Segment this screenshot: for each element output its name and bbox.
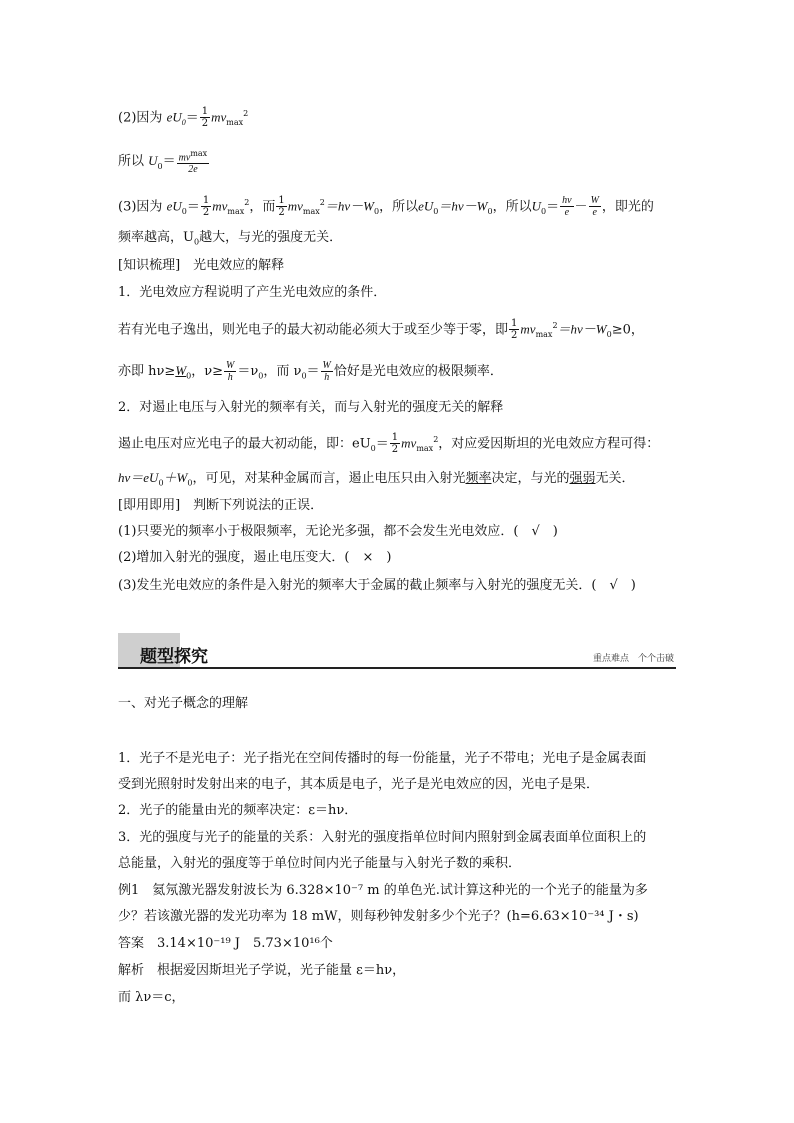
line-p3-2: 频率越高，$U_0$越大，与光的强度无关． <box>118 230 343 247</box>
section-header <box>118 633 676 667</box>
practice-1: (1)只要光的频率小于极限频率，无论光多强，都不会发生光电效应．( √ ) <box>118 524 558 539</box>
knowledge-title: [知识梳理] 光电效应的解释 <box>118 258 285 273</box>
section-title: 题型探究 <box>140 647 208 667</box>
practice-2: (2)增加入射光的强度，遏止电压变大．( × ) <box>118 550 392 565</box>
knowledge-2: 2．对遏止电压与入射光的频率有关，而与入射光的强度无关的解释 <box>118 400 504 415</box>
heading-1: 一、对光子概念的理解 <box>118 696 249 711</box>
solution-1: 解析 根据爱因斯坦光子学说，光子能量 ε＝hν， <box>118 963 406 978</box>
concept-1a: 1．光子不是光电子：光子指光在空间传播时的每一份能量，光子不带电；光电子是金属表面 <box>118 751 647 766</box>
concept-3a: 3．光的强度与光子的能量的关系：入射光的强度指单位时间内照射到金属表面单位面积上的 <box>118 830 647 845</box>
knowledge-1b: 若有光电子逸出，则光电子的最大初动能必须大于或至少等于零，即 $\frac{1}{2}$ $mv_{max}^2=h\nu-W_0\ge 0$， <box>118 318 644 342</box>
fraction-mv-2e: $\frac{mv^{max}}{2e}$ <box>178 149 208 176</box>
section-divider <box>118 667 676 669</box>
fraction-half: $\frac{1}{2}$ <box>201 106 209 130</box>
knowledge-1c: 亦即 $h\nu\ge W_0$，ν≥ $\frac{W}{h}$ $=\nu_0$，而 $\nu_0=$ $\frac{W}{h}$ 恰好是光电效应的极限频率． <box>118 360 503 383</box>
practice-3: (3)发生光电效应的条件是入射光的频率大于金属的截止频率与入射光的强度无关．( √ ) <box>118 578 636 593</box>
knowledge-1: 1．光电效应方程说明了产生光电效应的条件． <box>118 285 387 300</box>
concept-2: 2．光子的能量由光的频率决定：ε＝hν． <box>118 803 358 818</box>
answer: 答案 3.14×10⁻¹⁹ J 5.73×10¹⁶个 <box>118 936 333 951</box>
p2-prefix: (2)因为 <box>118 110 163 126</box>
concept-3b: 总能量，入射光的强度等于单位时间内光子能量与入射光子数的乘积． <box>118 856 522 871</box>
practice-title: [即用即用] 判断下列说法的正误． <box>118 498 324 513</box>
knowledge-2c: $h\nu=eU_0+W_0$，可见，对某种金属而言，遏止电压只由入射光频率决定，与光的强弱无关． <box>118 470 635 488</box>
knowledge-2b: 遏止电压对应光电子的最大初动能，即：$eU_0=$ $\frac{1}{2}$ $mv_{max}^2$，对应爱因斯坦的光电效应方程可得： <box>118 432 660 456</box>
line-p3: (3)因为 $eU_0=$ $\frac{1}{2}$ $mv_{max}^2$，而 $\frac{1}{2}$ $mv_{max}^2=h\nu-W_0$，所以$eU_0=h\nu-W_0$，所以$U_0=$ $\frac{h\nu}{e}$ － $\frac{W}{e}$ ，即光的 <box>118 195 654 219</box>
example-1a: 例1 氦氖激光器发射波长为 6.328×10⁻⁷ m 的单色光.试计算这种光的一个光子的能量为多 <box>118 883 648 898</box>
line-p2: (2)因为 $eU_0=$ $\frac{1}{2}$ $mv_{max}^2$ <box>118 106 249 130</box>
example-1b: 少？若该激光器的发光功率为 18 mW，则每秒钟发射多少个光子？(h=6.63×10⁻³⁴ J・s) <box>118 909 639 924</box>
p2-eu: eU <box>166 109 182 125</box>
concept-1b: 受到光照射时发射出来的电子，其本质是电子，光子是光电效应的因，光电子是果． <box>118 777 600 792</box>
solution-2: 而 λν＝c， <box>118 990 185 1005</box>
line-so: 所以 $U_0=$ $\frac{mv^{max}}{2e}$ <box>118 149 208 176</box>
section-subtitle: 重点难点 个个击破 <box>592 654 674 664</box>
